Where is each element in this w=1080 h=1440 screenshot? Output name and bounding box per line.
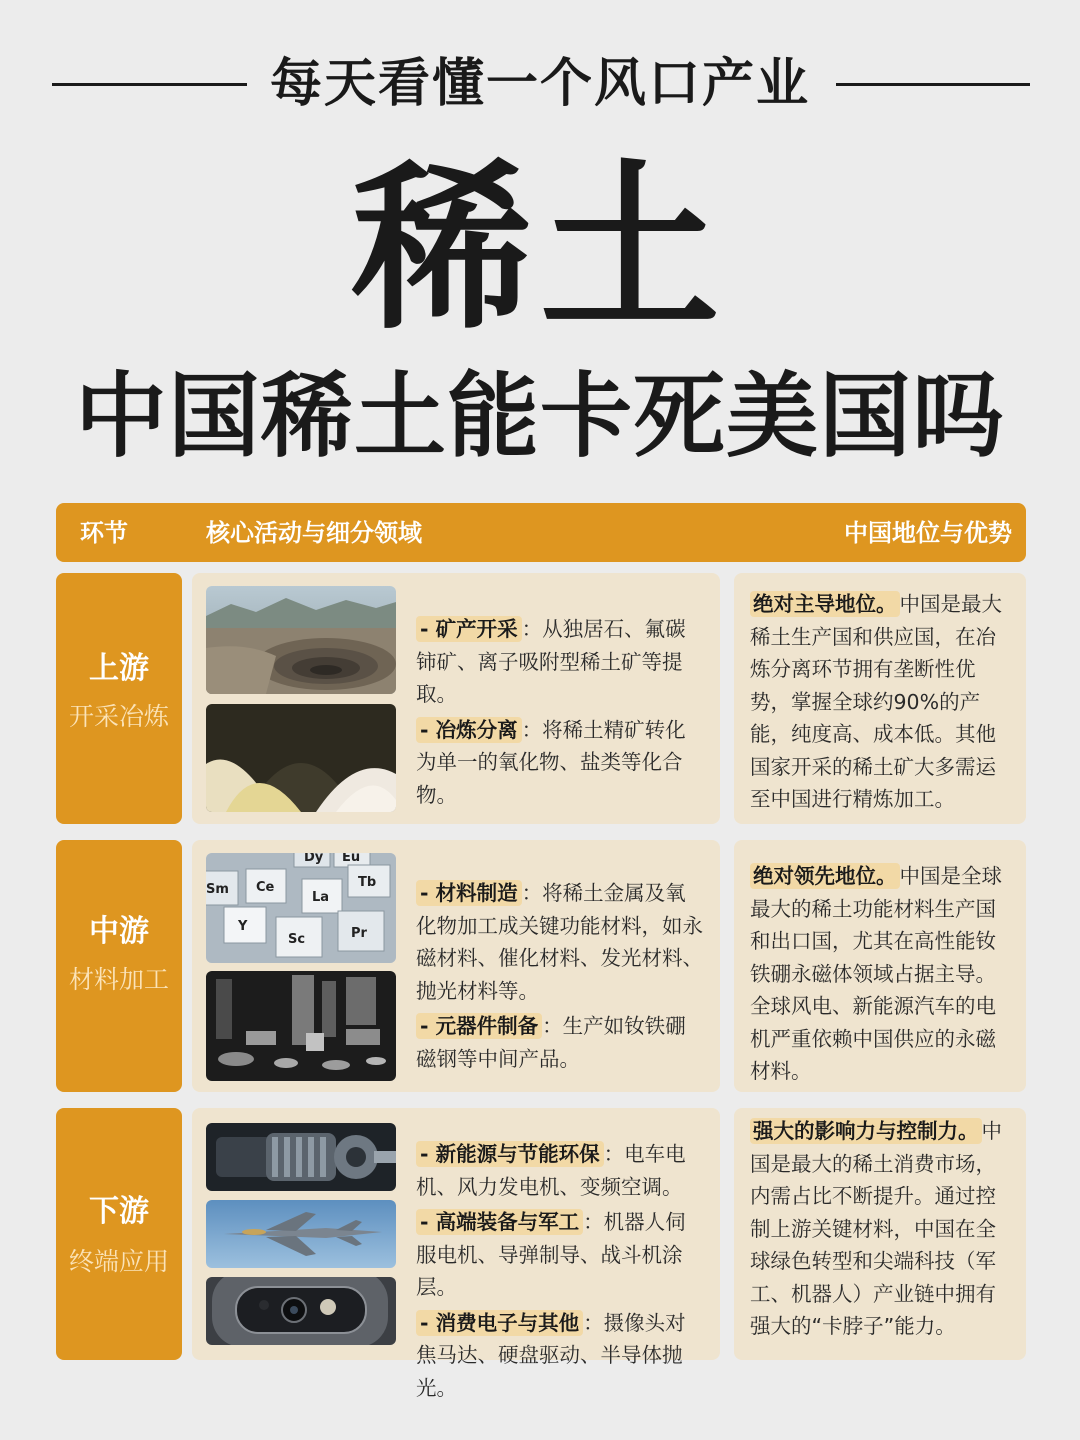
activity-tag: - 材料制造 [416,880,522,906]
position-box-upstream [734,573,1026,824]
activity-tag: - 矿产开采 [416,616,522,642]
kicker-text: 每天看懂一个风口产业 [269,54,810,114]
activity-separator: ： [583,1210,604,1234]
column-header-activities: 核心活动与细分领域 [206,519,422,547]
position-highlight: 强大的影响力与控制力。 [750,1118,982,1144]
activity-item [416,1206,706,1304]
position-text [750,588,1014,816]
fighter-jet-image [206,1200,396,1268]
stage-name: 中游 [89,914,149,949]
activity-item [416,613,706,711]
activities-list [416,877,706,1078]
position-highlight: 绝对领先地位。 [750,863,900,889]
activity-text: 电车电机、风力发电机、变频空调。 [416,1142,686,1199]
activity-tag: - 消费电子与其他 [416,1310,583,1336]
activity-text: 将稀土金属及氧化物加工成关键功能材料，如永磁材料、催化材料、发光材料、抛光材料等。 [416,881,703,1003]
position-text [750,860,1014,1088]
element-symbol: La [312,890,330,905]
activity-tag: - 冶炼分离 [416,717,522,743]
position-text [750,1115,1014,1343]
decorative-line-right [836,83,1030,86]
stage-subtitle: 终端应用 [68,1247,169,1276]
element-cubes-svg [206,853,396,963]
activity-text: 生产如钕铁硼磁钢等中间产品。 [416,1014,686,1071]
element-symbol: Tb [358,875,377,890]
activity-item [416,714,706,812]
activity-tag: - 新能源与节能环保 [416,1141,604,1167]
position-body: 中国是最大稀土生产国和供应国，在冶炼分离环节拥有垄断性优势，掌握全球约90%的产能，纯度高、成本低。其他国家开采的稀土矿大多需运至中国进行精炼加工。 [750,592,1002,811]
rare-earth-powder-image [206,704,396,812]
activity-separator: ： [521,617,543,641]
activity-item [416,1307,706,1405]
activity-separator: ： [521,881,543,905]
element-symbol: Sm [206,882,229,897]
element-symbol: Y [238,919,248,934]
activities-list [416,1138,706,1407]
activity-item [416,1010,706,1075]
stage-name: 上游 [89,651,149,686]
position-highlight: 绝对主导地位。 [750,591,900,617]
activity-separator: ： [583,1310,604,1335]
stage-name: 下游 [89,1194,149,1229]
stage-subtitle: 开采冶炼 [68,702,169,731]
column-header-position: 中国地位与优势 [844,519,1012,547]
position-body: 中国是全球最大的稀土功能材料生产国和出口国，尤其在高性能钕铁硼永磁体领域占据主导。全球风电、新能源汽车的电机严重依赖中国供应的永磁材料。 [750,864,1002,1083]
element-symbol: Ce [256,880,275,895]
camera-module-image [206,1277,396,1345]
stage-card-downstream [56,1108,182,1360]
table-header [56,503,1026,562]
activity-tag: - 元器件制备 [416,1013,542,1039]
activity-text: 从独居石、氟碳铈矿、离子吸附型稀土矿等提取。 [416,617,686,706]
motor-image [206,1123,396,1191]
page-subtitle: 中国稀土能卡死美国吗 [74,363,1005,470]
element-cubes-image [206,853,396,963]
activity-item [416,1138,706,1203]
activity-separator: ： [603,1142,625,1166]
activity-text: 机器人伺服电机、导弹制导、战斗机涂层。 [416,1210,686,1299]
position-box-downstream [734,1108,1026,1360]
activities-box-downstream [192,1108,720,1400]
activity-tag: - 高端装备与军工 [416,1209,583,1235]
position-body: 中国是最大的稀土消费市场，内需占比不断提升。通过控制上游关键材料，中国在全球绿色转型和尖端科技（军工、机器人）产业链中拥有强大的“卡脖子”能力。 [750,1119,1002,1338]
activity-text: 将稀土精矿转化为单一的氧化物、盐类等化合物。 [416,717,686,807]
stage-subtitle: 材料加工 [68,965,169,994]
activity-separator: ： [521,717,543,742]
page-title: 稀土 [351,145,728,354]
element-symbol: Eu [342,853,361,865]
activities-list [416,613,706,814]
element-symbol: Pr [351,926,367,941]
position-box-midstream [734,840,1026,1092]
element-symbol: Dy [304,853,324,865]
activity-text: 摄像头对焦马达、硬盘驱动、半导体抛光。 [416,1310,686,1400]
stage-card-upstream [56,573,182,824]
mining-pit-image [206,586,396,694]
activities-box-midstream [192,840,720,1092]
column-header-stage: 环节 [80,519,128,547]
activity-separator: ： [542,1014,563,1038]
activities-box-upstream [192,573,720,824]
decorative-line-left [52,83,247,86]
magnets-image [206,971,396,1081]
activity-item [416,877,706,1007]
stage-card-midstream [56,840,182,1092]
element-symbol: Sc [288,932,306,947]
